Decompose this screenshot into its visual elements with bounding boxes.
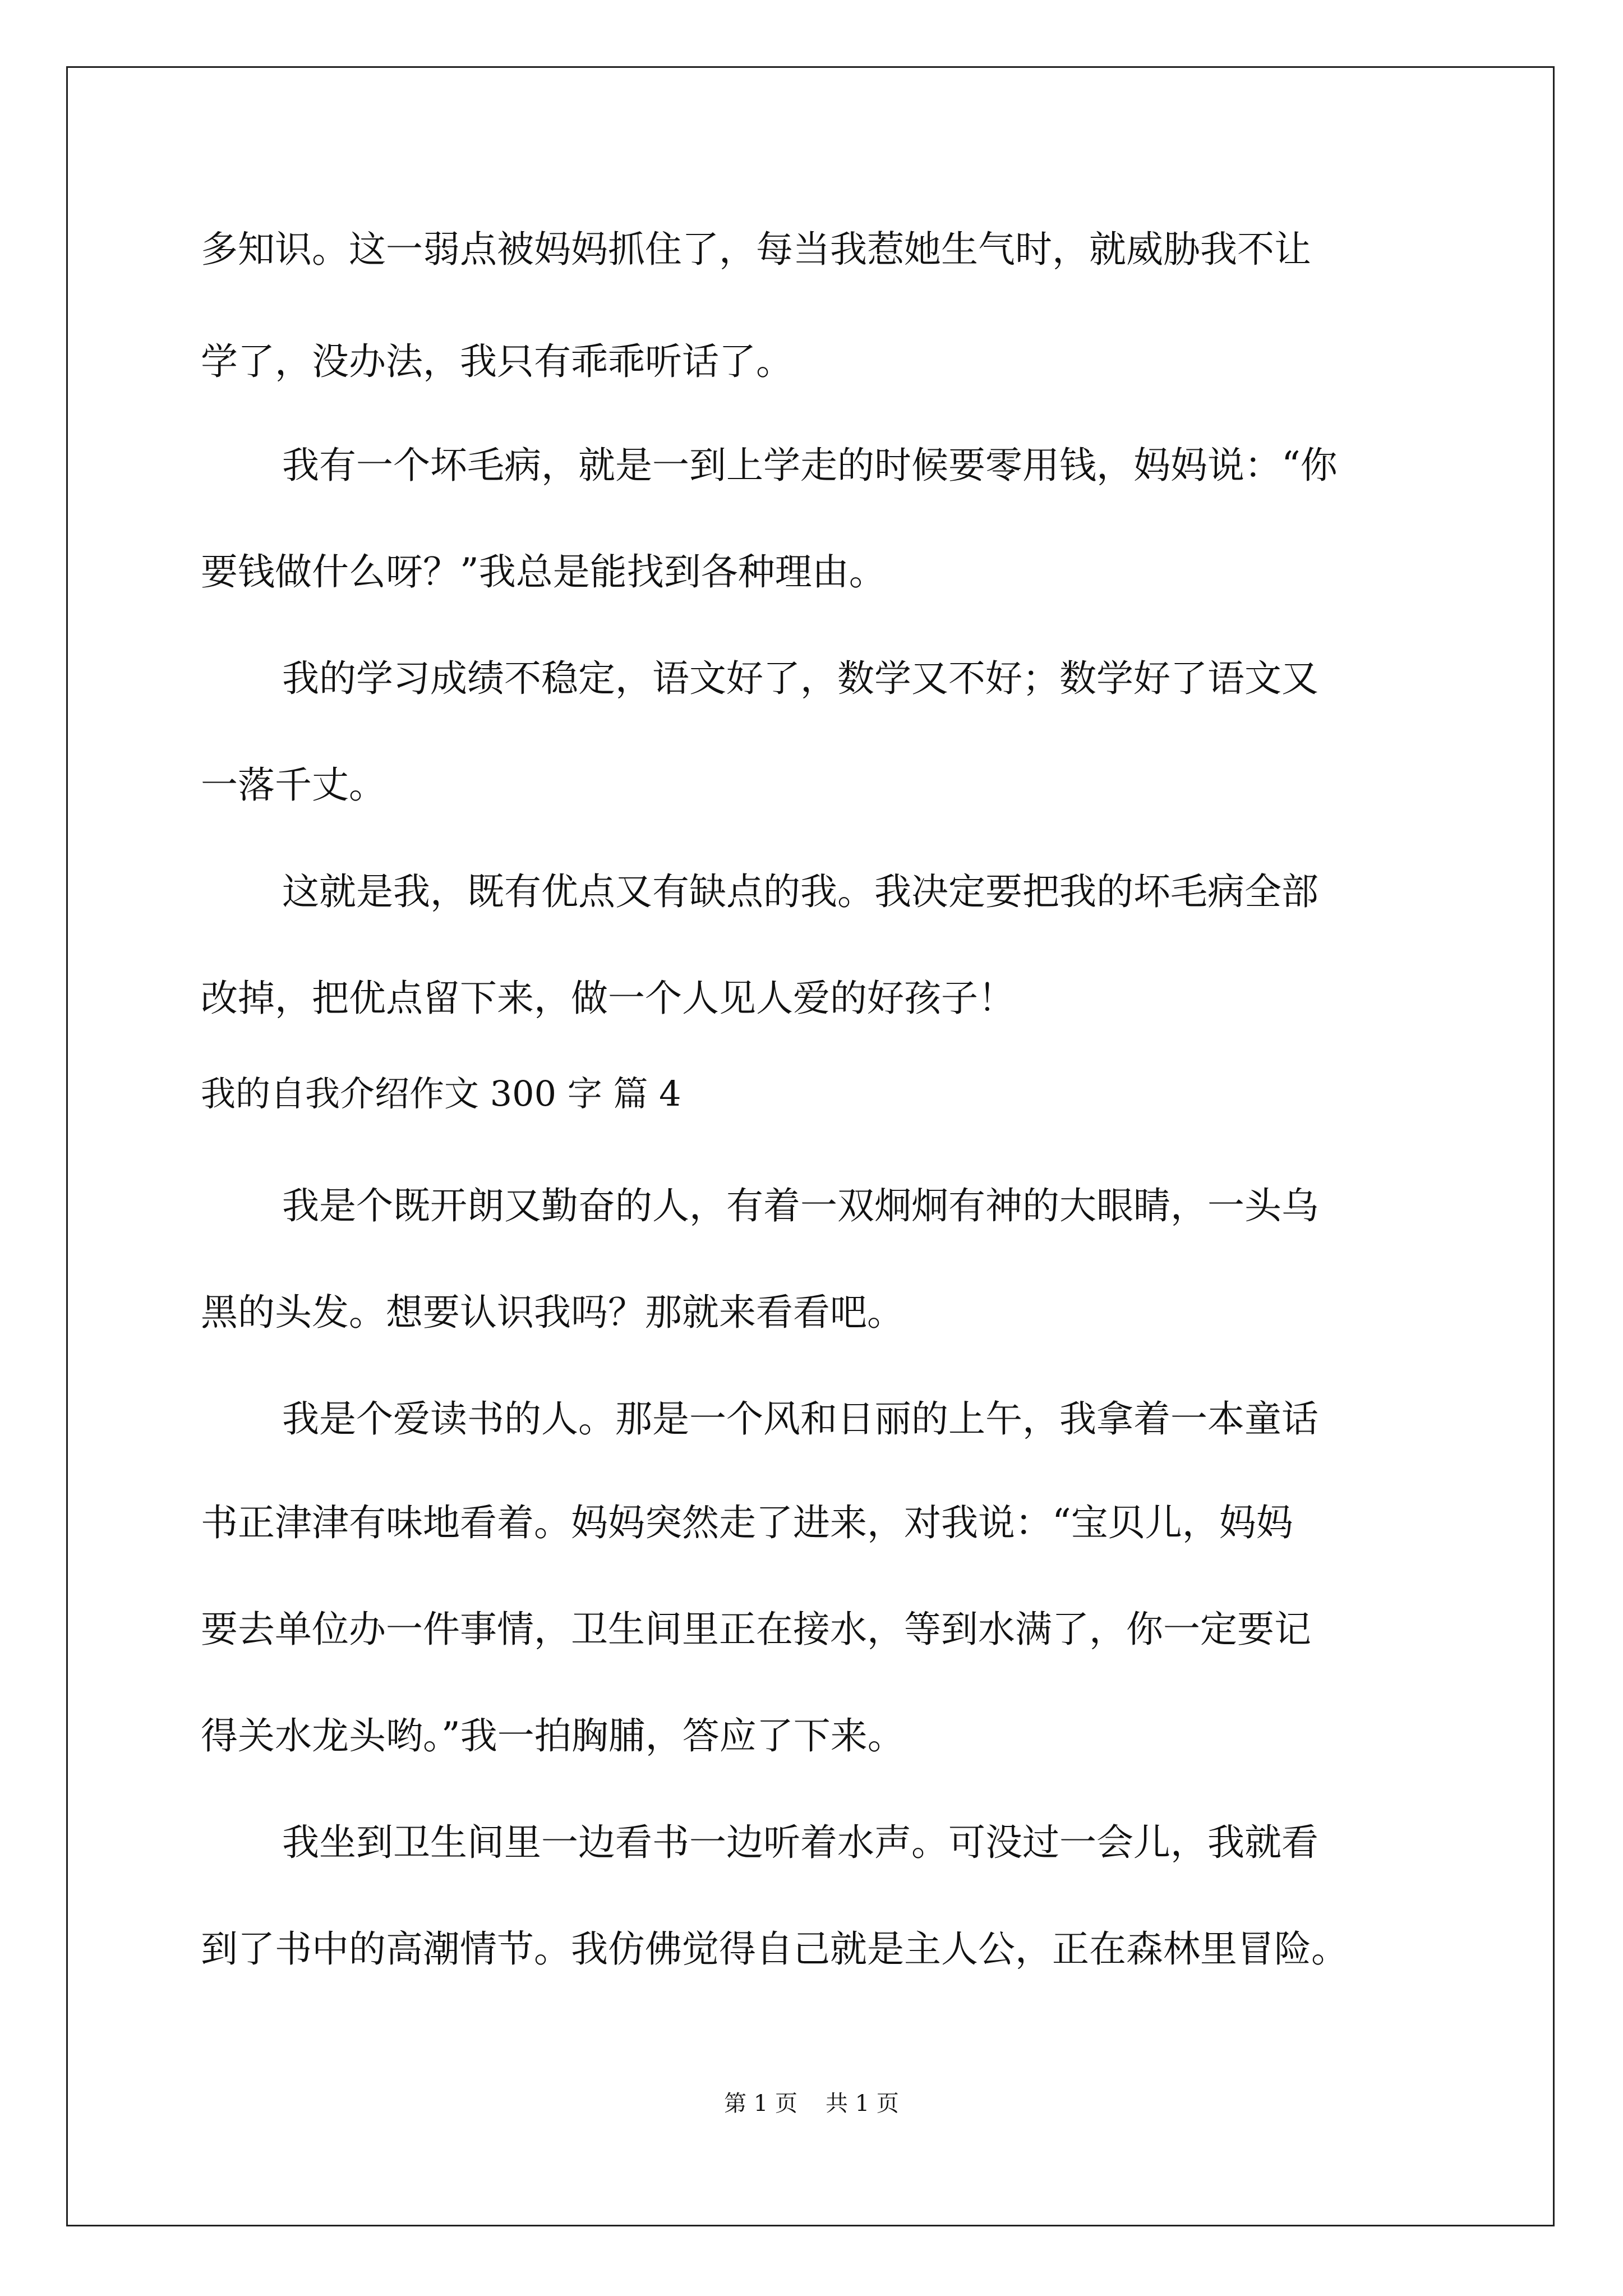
paragraph-line: 书正津津有味地看着。妈妈突然走了进来，对我说：“宝贝儿，妈妈	[201, 1501, 1293, 1544]
paragraph-line: 黑的头发。想要认识我吗？那就来看看吧。	[201, 1291, 904, 1334]
section-heading: 我的自我介绍作文 300 字 篇 4	[201, 1073, 681, 1114]
paragraph-line: 一落千丈。	[201, 763, 386, 807]
paragraph-line: 改掉，把优点留下来，做一个人见人爱的好孩子！	[201, 977, 1015, 1020]
paragraph-line: 我坐到卫生间里一边看书一边听着水声。可没过一会儿，我就看	[282, 1821, 1318, 1864]
page-footer	[0, 2090, 1623, 2118]
paragraph-line: 我是个爱读书的人。那是一个风和日丽的上午，我拿着一本童话	[282, 1397, 1318, 1441]
paragraph-line: 我有一个坏毛病，就是一到上学走的时候要零用钱，妈妈说：“你	[282, 444, 1338, 487]
paragraph-line: 学了，没办法，我只有乖乖听话了。	[201, 340, 793, 383]
page-number: 第 1 页	[724, 2091, 797, 2116]
paragraph-line: 多知识。这一弱点被妈妈抓住了，每当我惹她生气时，就威胁我不让	[201, 228, 1311, 271]
paragraph-line: 到了书中的高潮情节。我仿佛觉得自己就是主人公，正在森林里冒险。	[201, 1927, 1348, 1971]
paragraph-line: 要去单位办一件事情，卫生间里正在接水，等到水满了，你一定要记	[201, 1608, 1311, 1651]
paragraph-line: 这就是我，既有优点又有缺点的我。我决定要把我的坏毛病全部	[282, 870, 1318, 913]
paragraph-line: 要钱做什么呀？”我总是能找到各种理由。	[201, 550, 886, 593]
paragraph-line: 得关水龙头哟。”我一拍胸脯，答应了下来。	[201, 1714, 905, 1757]
page-border	[66, 66, 1555, 2226]
paragraph-line: 我是个既开朗又勤奋的人，有着一双炯炯有神的大眼睛，一头乌	[282, 1184, 1318, 1227]
paragraph-line: 我的学习成绩不稳定，语文好了，数学又不好；数学好了语文又	[282, 657, 1318, 700]
page-total: 共 1 页	[826, 2091, 899, 2116]
